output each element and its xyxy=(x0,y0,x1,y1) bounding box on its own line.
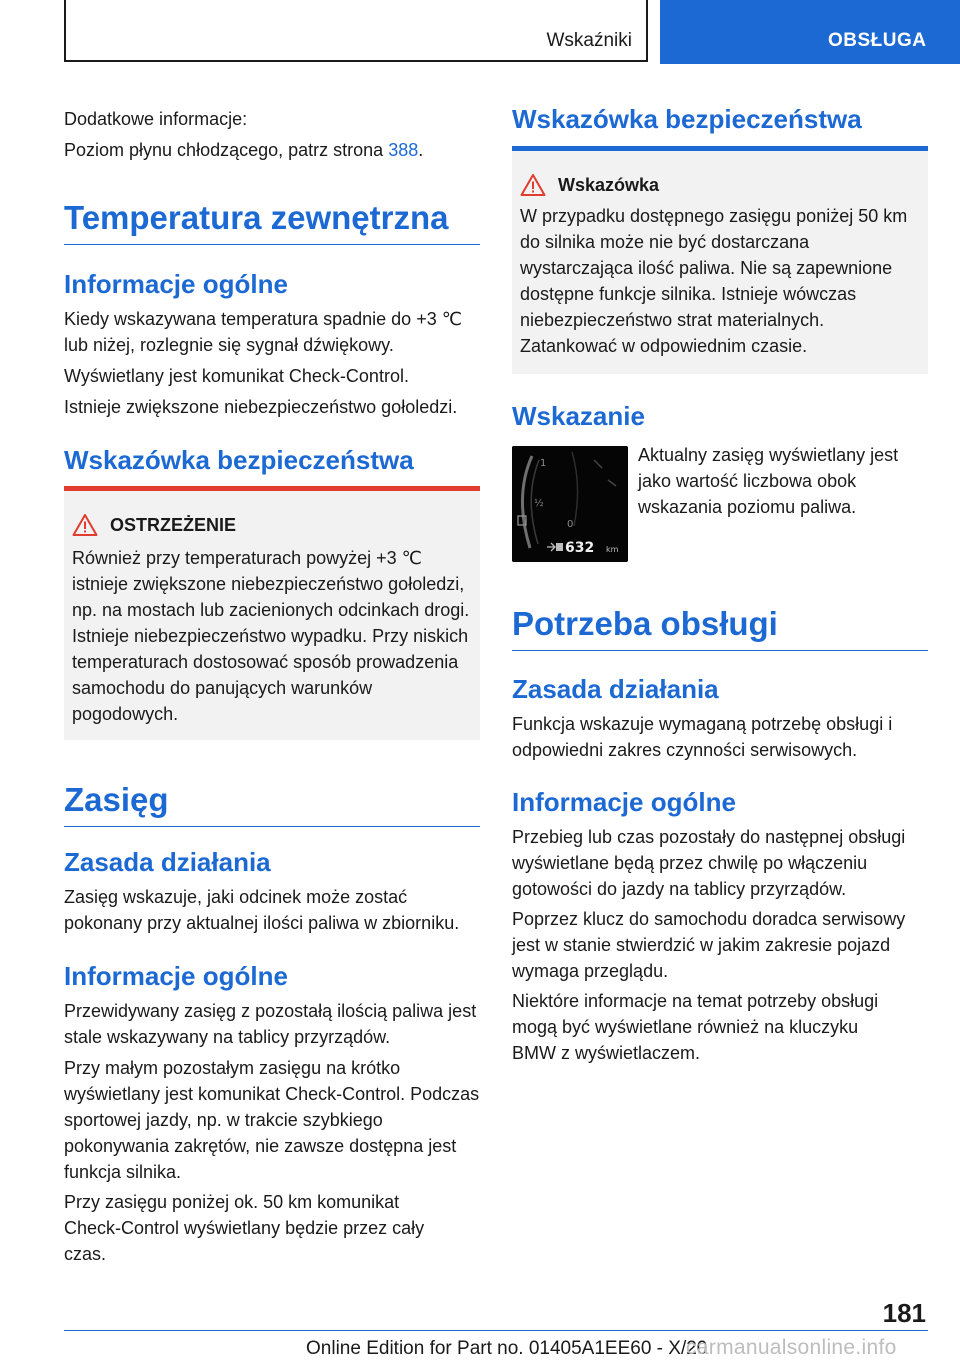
warning-title-row xyxy=(72,513,472,537)
range-general-p1: Przewidywany zasięg z pozostałą ilością paliwa jest stale wskazywany na tablicy przyrządów. xyxy=(64,1001,477,1047)
intro-line-1: Dodatkowe informacje: xyxy=(64,109,248,129)
display-heading: Wskazanie xyxy=(512,401,645,431)
temp-general-p1: Kiedy wskazywana temperatura spadnie do +3 ℃ lub niżej, rozlegnie się sygnał dźwiękowy. xyxy=(64,309,462,355)
warning-text: Również przy temperaturach powyżej +3 ℃ istnieje zwiększone niebezpieczeństwo gołoledzi, np. na mostach lub zacienionych odcinkach drogi. Istnieje niebezpieczeństwo wypadku. Przy niskich temperaturach dostosować sposób prowadzenia samochodu do panujących warunków pogodowych. xyxy=(72,548,470,724)
section-title-range: Zasięg xyxy=(64,780,480,827)
range-safety-heading: Wskazówka bezpieczeństwa xyxy=(512,104,862,134)
warning-triangle-icon xyxy=(72,513,98,537)
chapter-tab[interactable] xyxy=(660,0,960,64)
range-general-p2: Przy małym pozostałym zasięgu na krótko wyświetlany jest komunikat Check-Control. Podczas sportowej jazdy, np. w trakcie szybkiego pokonywania zakrętów, nie zawsze dostępna jest funkcja silnika. xyxy=(64,1058,480,1182)
note-text: W przypadku dostępnego zasięgu poniżej 50 km do silnika może nie być dostarczana wystarczająca ilość paliwa. Nie są zapewnione dostępne funkcje silnika. Istnieje wówczas niebezpieczeństwo strat materialnych. Zatankować w odpowiednim czasie. xyxy=(520,206,908,356)
header-frame xyxy=(64,0,648,62)
temp-general-heading: Informacje ogólne xyxy=(64,269,288,299)
intro-text: Poziom płynu chłodzącego, patrz strona xyxy=(64,140,389,160)
gauge-tick-full: 1 xyxy=(540,458,547,469)
gauge-tick-half: ½ xyxy=(534,498,544,509)
range-function-heading: Zasada działania xyxy=(64,847,271,877)
page-reference-link[interactable]: 388 xyxy=(388,140,419,160)
note-box xyxy=(512,146,928,374)
temp-safety-heading: Wskazówka bezpieczeństwa xyxy=(64,445,414,475)
page-number: 181 xyxy=(882,1298,926,1328)
intro-line-2 xyxy=(64,137,480,163)
gauge-range-unit: km xyxy=(606,545,619,554)
section-title-service: Potrzeba obsługi xyxy=(512,604,928,651)
section-title-temperature: Temperatura zewnętrzna xyxy=(64,198,480,245)
service-general-p1: Przebieg lub czas pozostały do następnej obsługi wyświetlane będą przez chwilę po włączeniu gotowości do jazdy na tablicy przyrządów. xyxy=(512,827,906,899)
service-function-heading: Zasada działania xyxy=(512,674,719,704)
range-general-heading: Informacje ogólne xyxy=(64,961,288,991)
fuel-range-gauge-image xyxy=(512,446,628,562)
intro-suffix: . xyxy=(418,140,424,160)
service-general-p2: Poprzez klucz do samochodu doradca serwisowy jest w stanie stwierdzić w jakim zakresie pojazd wymaga przeglądu. xyxy=(512,909,906,981)
note-title: Wskazówka xyxy=(558,174,660,195)
gauge-tick-empty: 0 xyxy=(567,519,574,530)
warning-triangle-icon xyxy=(520,173,546,197)
range-function-text: Zasięg wskazuje, jaki odcinek może zostać pokonany przy aktualnej ilości paliwa w zbiorniku. xyxy=(64,887,460,933)
section-breadcrumb: Wskaźniki xyxy=(546,30,632,51)
temp-general-p3: Istnieje zwiększone niebezpieczeństwo gołoledzi. xyxy=(64,397,458,417)
note-title-row xyxy=(520,173,920,197)
service-general-p3: Niektóre informacje na temat potrzeby obsługi mogą być wyświetlane również na kluczyku BMW z wyświetlaczem. xyxy=(512,991,879,1063)
gauge-range-value: 632 xyxy=(565,540,595,556)
warning-title: OSTRZEŻENIE xyxy=(110,514,237,535)
temp-general-p2: Wyświetlany jest komunikat Check-Control. xyxy=(64,366,409,386)
footer-edition: Online Edition for Part no. 01405A1EE60 - X/20 xyxy=(306,1338,708,1359)
watermark: carmanualsonline.info xyxy=(686,1336,897,1359)
footer-divider xyxy=(64,1330,928,1331)
service-function-text: Funkcja wskazuje wymaganą potrzebę obsługi i odpowiedni zakres czynności serwisowych. xyxy=(512,714,893,760)
chapter-tab-label: OBSŁUGA xyxy=(828,30,927,51)
range-general-p3: Przy zasięgu poniżej ok. 50 km komunikat Check-Control wyświetlany będzie przez cały czas. xyxy=(64,1192,425,1264)
warning-box xyxy=(64,486,480,740)
fuel-pump-small-icon xyxy=(556,543,563,551)
display-text: Aktualny zasięg wyświetlany jest jako wartość liczbowa obok wskazania poziomu paliwa. xyxy=(638,445,899,517)
service-general-heading: Informacje ogólne xyxy=(512,787,736,817)
